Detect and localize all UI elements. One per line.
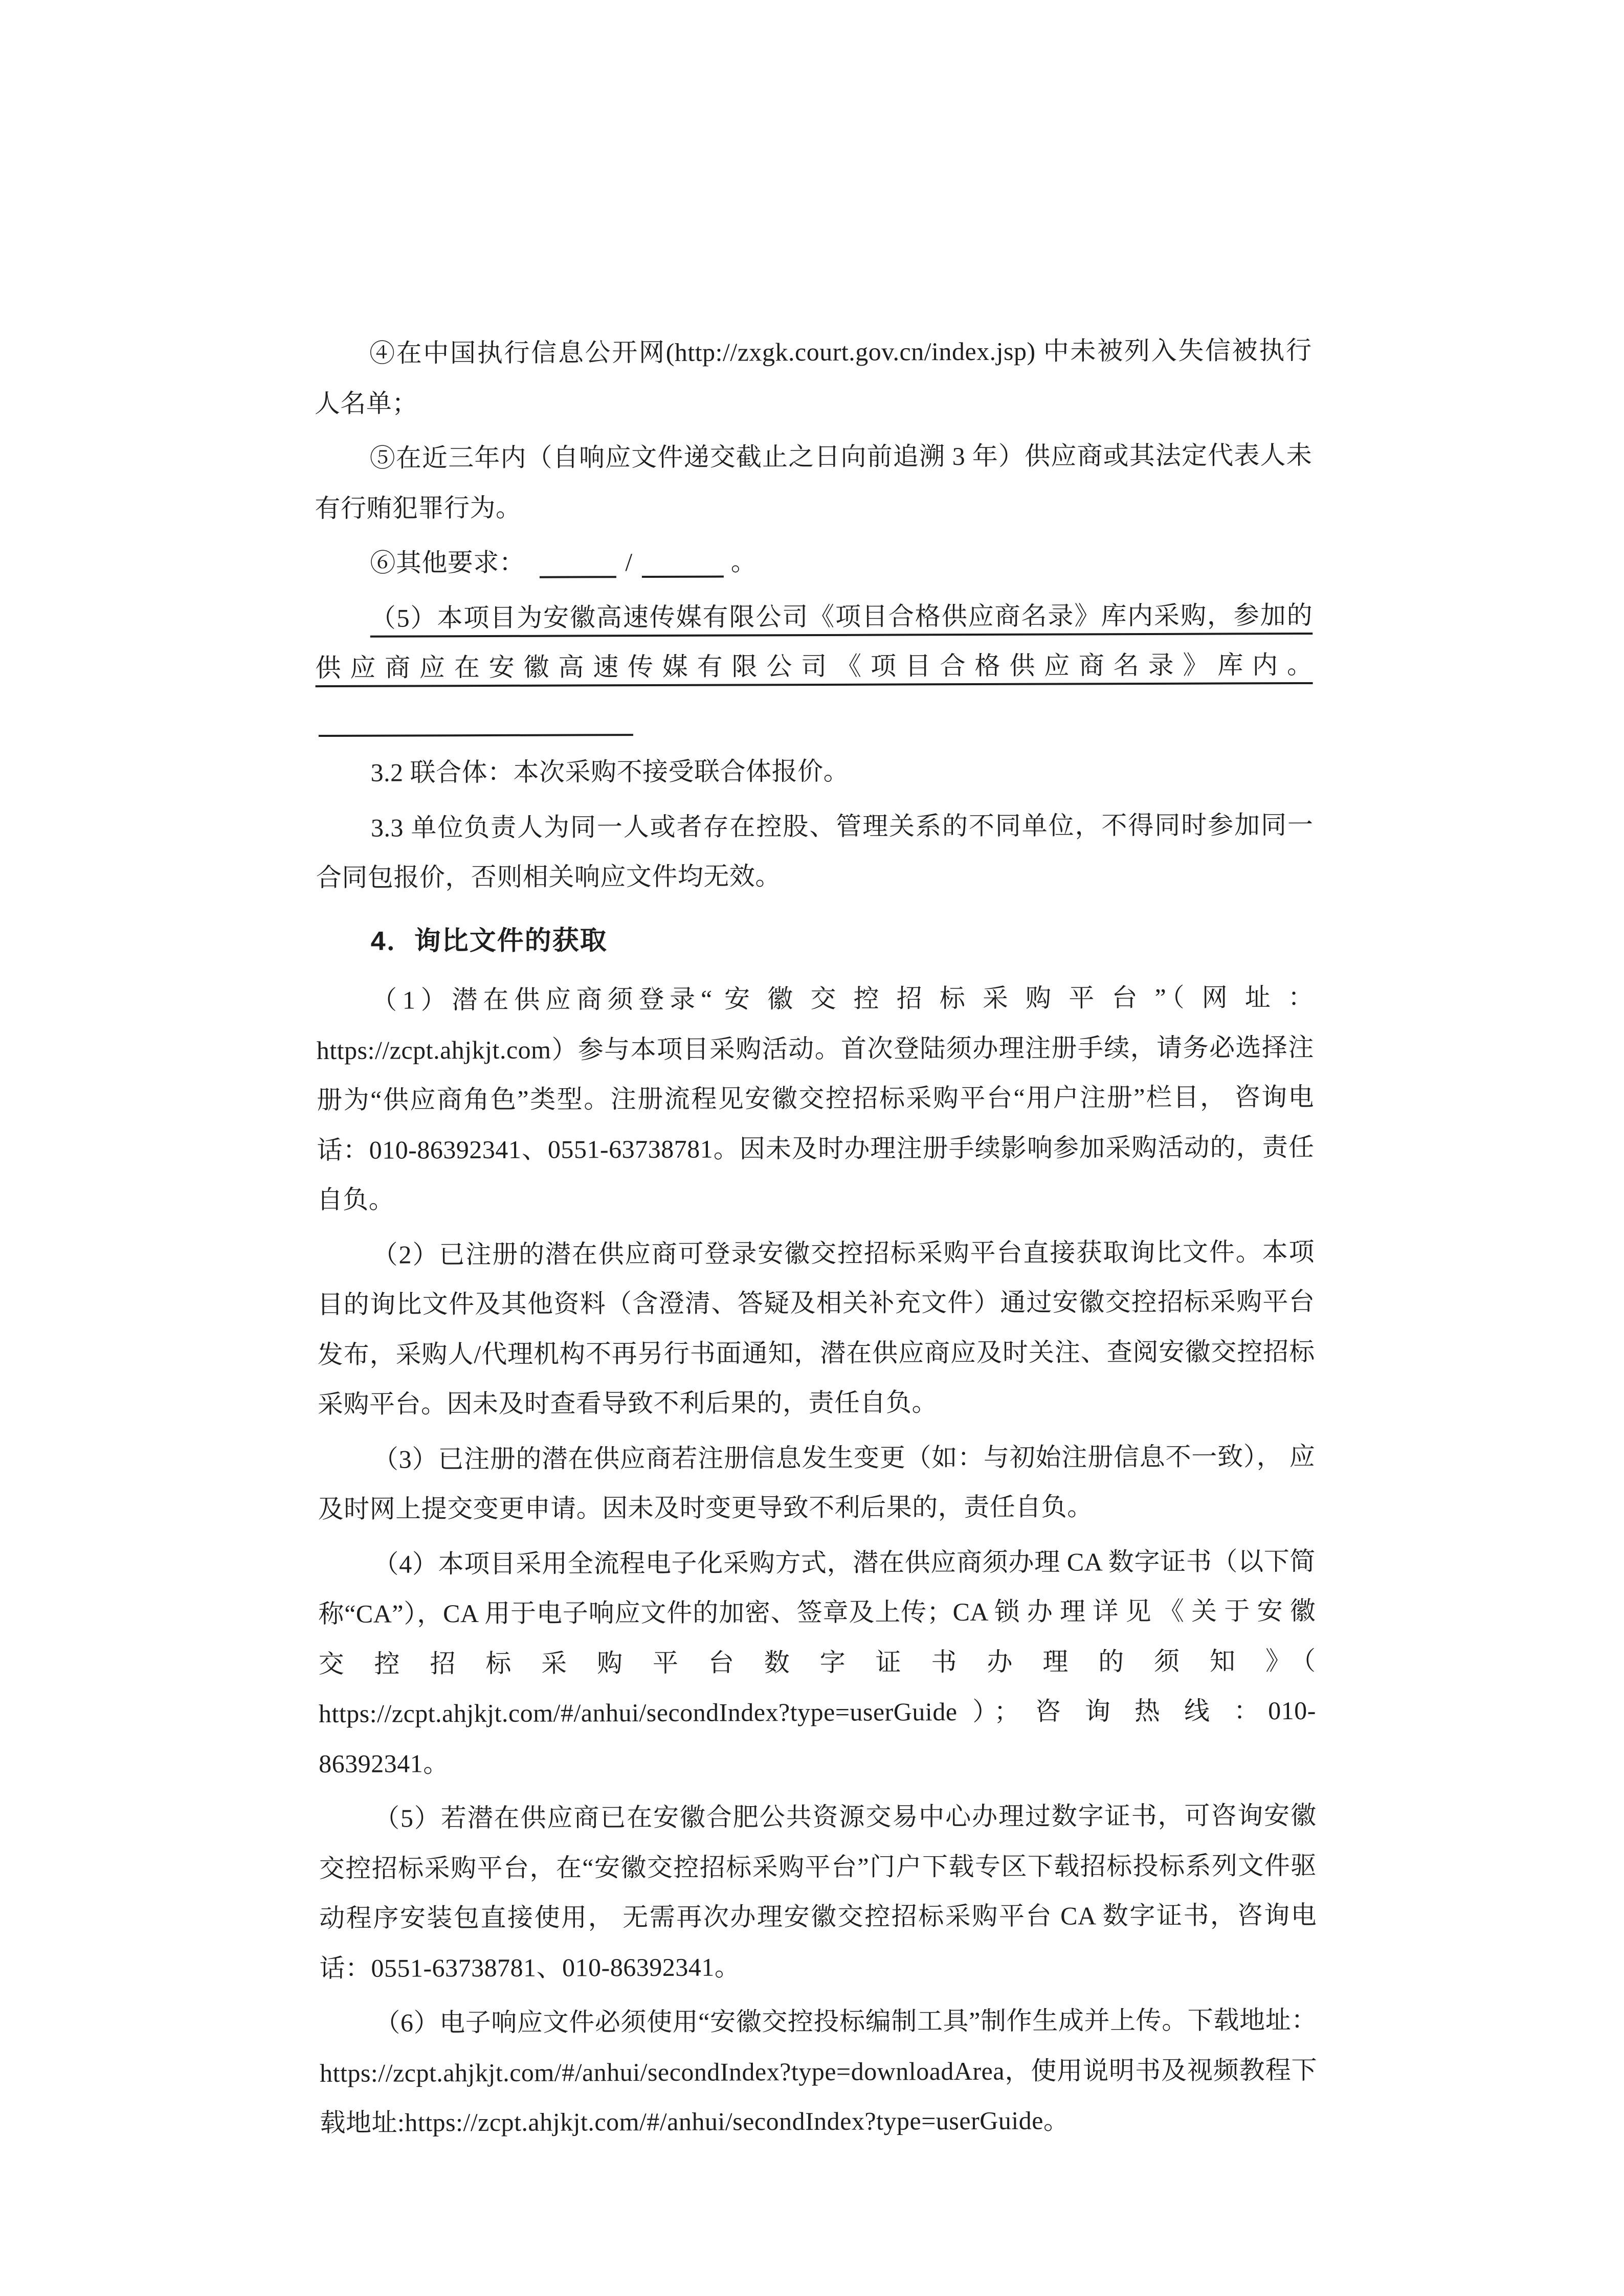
section-3-3-same-responsible-person-clause: 3.3 单位负责人为同一人或者存在控股、管理关系的不同单位，不得同时参加同一合同包报价，否则相关响应文件均无效。 (316, 810, 1314, 892)
slash-separator: / (625, 548, 633, 577)
page-content (314, 326, 1317, 2153)
para-1-platform-registration: （1）潜在供应商须登录“ 安 徽 交 控 招 标 采 购 平 台 ”（ 网 址 ：https://zcpt.ahjkjt.com）参与本项目采购活动。首次登陆须办理注册手续，请务必选择注册为“供应商角色”类型。注册流程见安徽交控招标采购平台“用户注册”栏目， 咨询电话：010-86392341、0551-63738781。因未及时办理注册手续影响参加采购活动的，责任自负。 (316, 983, 1315, 1214)
para-6-bid-preparation-tool: （6）电子响应文件必须使用“安徽交控投标编制工具”制作生成并上传。下载地址：https://zcpt.ahjkjt.com/#/anhui/secondIndex?type=downloadArea，使用说明书及视频教程下载地址:https://zcpt.ahjkjt.com/#/anhui/secondIndex?type=userGuide。 (320, 2006, 1318, 2137)
para-5-hefei-exchange-certificate: （5）若潜在供应商已在安徽合肥公共资源交易中心办理过数字证书，可咨询安徽交控招标采购平台，在“安徽交控招标采购平台”门户下载专区下载招标投标系列文件驱动程序安装包直接使用， 无需再次办理安徽交控招标采购平台 CA 数字证书，咨询电话：0551-63738781、010-86392341。 (319, 1801, 1317, 1983)
para-2-document-acquisition: （2）已注册的潜在供应商可登录安徽交控招标采购平台直接获取询比文件。本项目的询比文件及其他资料（含澄清、答疑及相关补充文件）通过安徽交控招标采购平台发布，采购人/代理机构不再另行书面通知，潜在供应商应及时关注、查阅安徽交控招标采购平台。因未及时查看导致不利后果的，责任自负。 (317, 1237, 1315, 1419)
item5-qualified-supplier-directory-clause (315, 590, 1313, 743)
blank-underline-1 (539, 576, 616, 578)
section-4-heading-inquiry-document-acquisition: 4．询比文件的获取 (370, 925, 608, 956)
clause6-period: 。 (730, 547, 757, 576)
para-3-registration-info-change: （3）已注册的潜在供应商若注册信息发生变更（如：与初始注册信息不一致）， 应及时网上提交变更申请。因未及时变更导致不利后果的，责任自负。 (318, 1442, 1316, 1524)
clause-circle5-no-bribery-record: ⑤在近三年内（自响应文件递交截止之日向前追溯 3 年）供应商或其法定代表人未有行贿犯罪行为。 (315, 440, 1312, 523)
clause-circle4-dishonest-executee-list: ④在中国执行信息公开网(http://zxgk.court.gov.cn/index.jsp) 中未被列入失信被执行人名单； (314, 335, 1312, 418)
section-3-2-consortium-clause: 3.2 联合体：本次采购不接受联合体报价。 (370, 756, 850, 787)
para-4-ca-digital-certificate: （4）本项目采用全流程电子化采购方式，潜在供应商须办理 CA 数字证书（以下简称“CA”），CA 用于电子响应文件的加密、签章及上传；CA 锁 办 理 详 见 《 关 于 安 徽 交 控 招 标 采 购 平 台 数 字 证 书 办 理 的 须 知 》（ https://zcpt.ahjkjt.com/#/anhui/secondIndex?type=userGuide ）； 咨 询 热 线 ：010-86392341。 (318, 1546, 1316, 1778)
clause6-label: ⑥其他要求： (370, 548, 525, 577)
item5-underlined-text: （5）本项目为安徽高速传媒有限公司《项目合格供应商名录》库内采购，参加的供应商应在安徽高速传媒有限公司《项目合格供应商名录》库内。 (315, 600, 1313, 683)
trailing-underline (319, 734, 633, 737)
clause-circle6-other-requirements (315, 535, 1312, 589)
blank-underline-2 (642, 576, 724, 578)
